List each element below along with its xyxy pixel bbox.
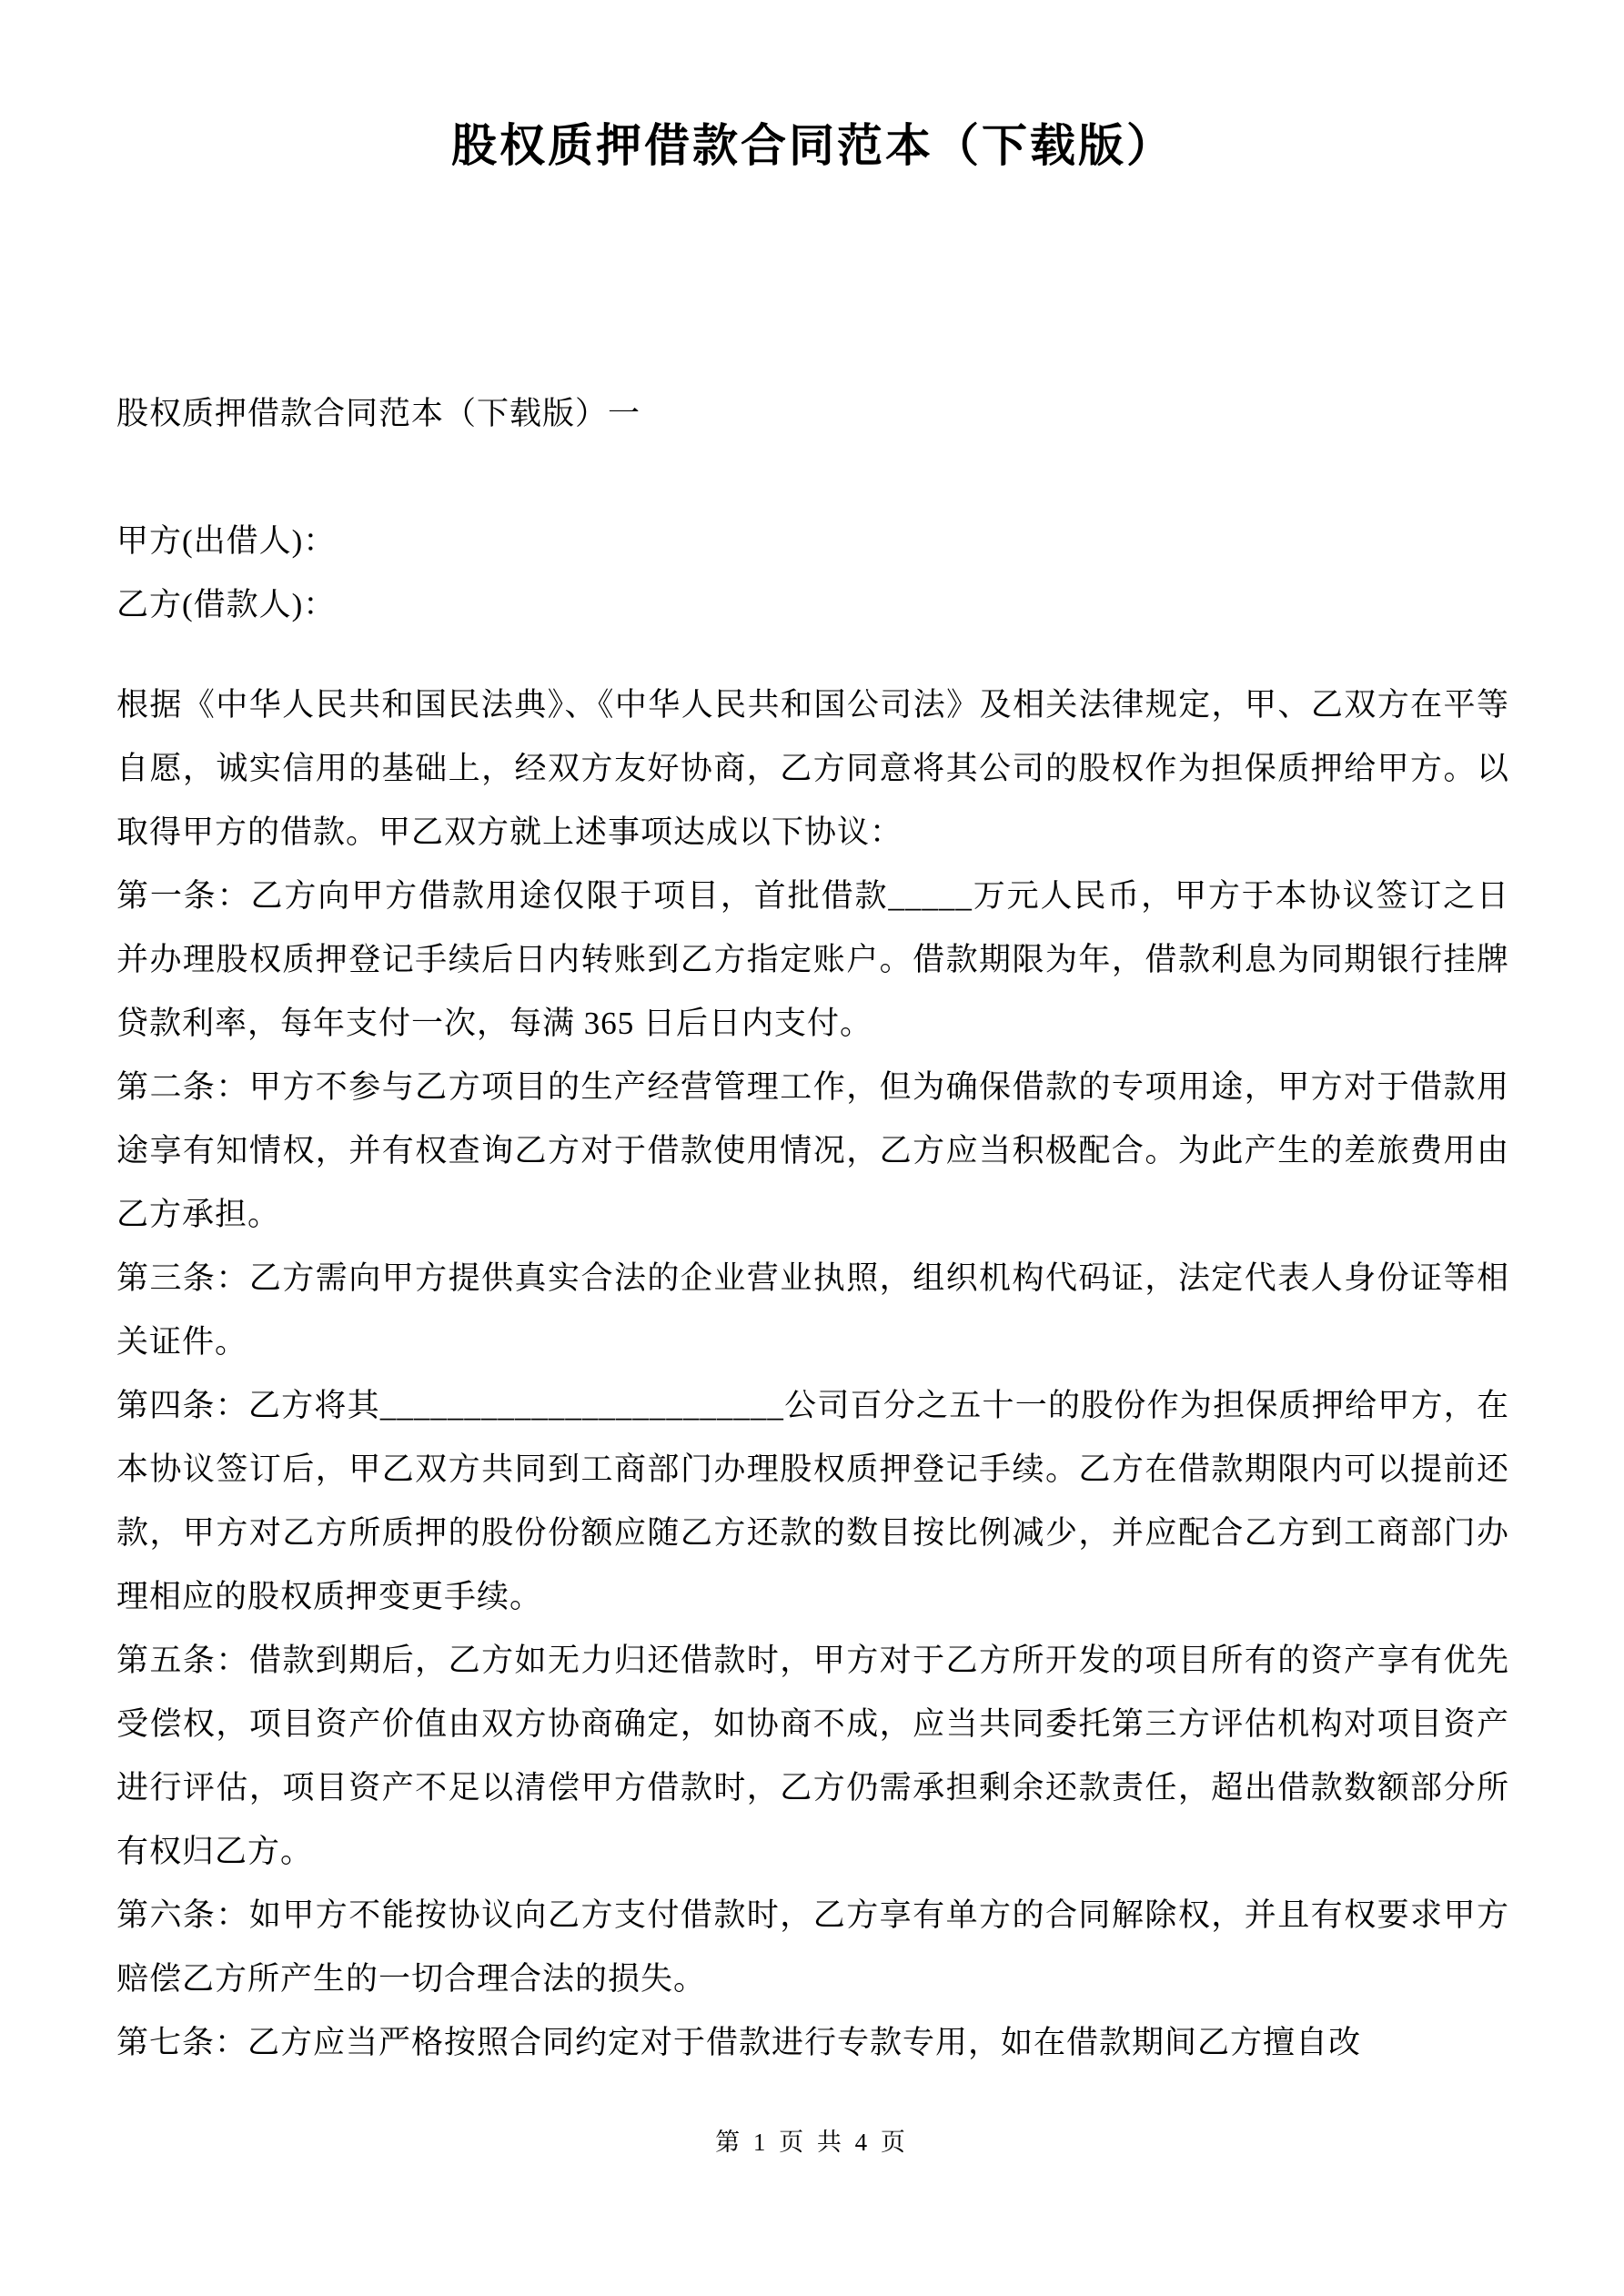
parties-block xyxy=(116,510,1509,637)
contract-paragraph-article-5: 第五条：借款到期后，乙方如无力归还借款时，甲方对于乙方所开发的项目所有的资产享有优先受偿权，项目资产价值由双方协商确定，如协商不成，应当共同委托第三方评估机构对项目资产进行评估，项目资产不足以清偿甲方借款时，乙方仍需承担剩余还款责任，超出借款数额部分所有权归乙方。 xyxy=(116,1643,1509,1869)
contract-paragraph-article-1: 第一条：乙方向甲方借款用途仅限于项目，首批借款_____万元人民币，甲方于本协议签订之日并办理股权质押登记手续后日内转账到乙方指定账户。借款期限为年，借款利息为同期银行挂牌贷款利率，每年支付一次，每满 365 日后日内支付。 xyxy=(116,878,1509,1041)
contract-paragraph-preamble: 根据《中华人民共和国民法典》、《中华人民共和国公司法》及相关法律规定，甲、乙双方在平等自愿，诚实信用的基础上，经双方友好协商，乙方同意将其公司的股权作为担保质押给甲方。以取得甲方的借款。甲乙双方就上述事项达成以下协议： xyxy=(116,687,1509,850)
page-footer xyxy=(0,2122,1624,2158)
party-a-line: 甲方(出借人)： xyxy=(116,523,337,559)
page-number: 第 1 页 共 4 页 xyxy=(715,2129,909,2156)
contract-paragraph-article-2: 第二条：甲方不参与乙方项目的生产经营管理工作，但为确保借款的专项用途，甲方对于借款用途享有知情权，并有权查询乙方对于借款使用情况，乙方应当积极配合。为此产生的差旅费用由乙方承担。 xyxy=(116,1069,1509,1232)
document-title: 股权质押借款合同范本（下载版） xyxy=(451,120,1175,171)
document-content xyxy=(116,0,1509,2075)
contract-paragraph-article-4: 第四条：乙方将其________________________公司百分之五十一的股份作为担保质押给甲方，在本协议签订后，甲乙双方共同到工商部门办理股权质押登记手续。乙方在借款期限内可以提前还款，甲方对乙方所质押的股份份额应随乙方还款的数目按比例减少，并应配合乙方到工商部门办理相应的股权质押变更手续。 xyxy=(116,1388,1509,1614)
contract-paragraph-article-6: 第六条：如甲方不能按协议向乙方支付借款时，乙方享有单方的合同解除权，并且有权要求甲方赔偿乙方所产生的一切合理合法的损失。 xyxy=(116,1897,1509,1997)
party-b-line: 乙方(借款人)： xyxy=(116,587,337,622)
contract-paragraph-article-7: 第七条：乙方应当严格按照合同约定对于借款进行专款专用，如在借款期间乙方擅自改 xyxy=(116,2025,1362,2060)
document-subtitle: 股权质押借款合同范本（下载版）一 xyxy=(116,396,641,431)
contract-paragraph-article-3: 第三条：乙方需向甲方提供真实合法的企业营业执照，组织机构代码证，法定代表人身份证等相关证件。 xyxy=(116,1260,1509,1360)
contract-body xyxy=(116,673,1509,2075)
